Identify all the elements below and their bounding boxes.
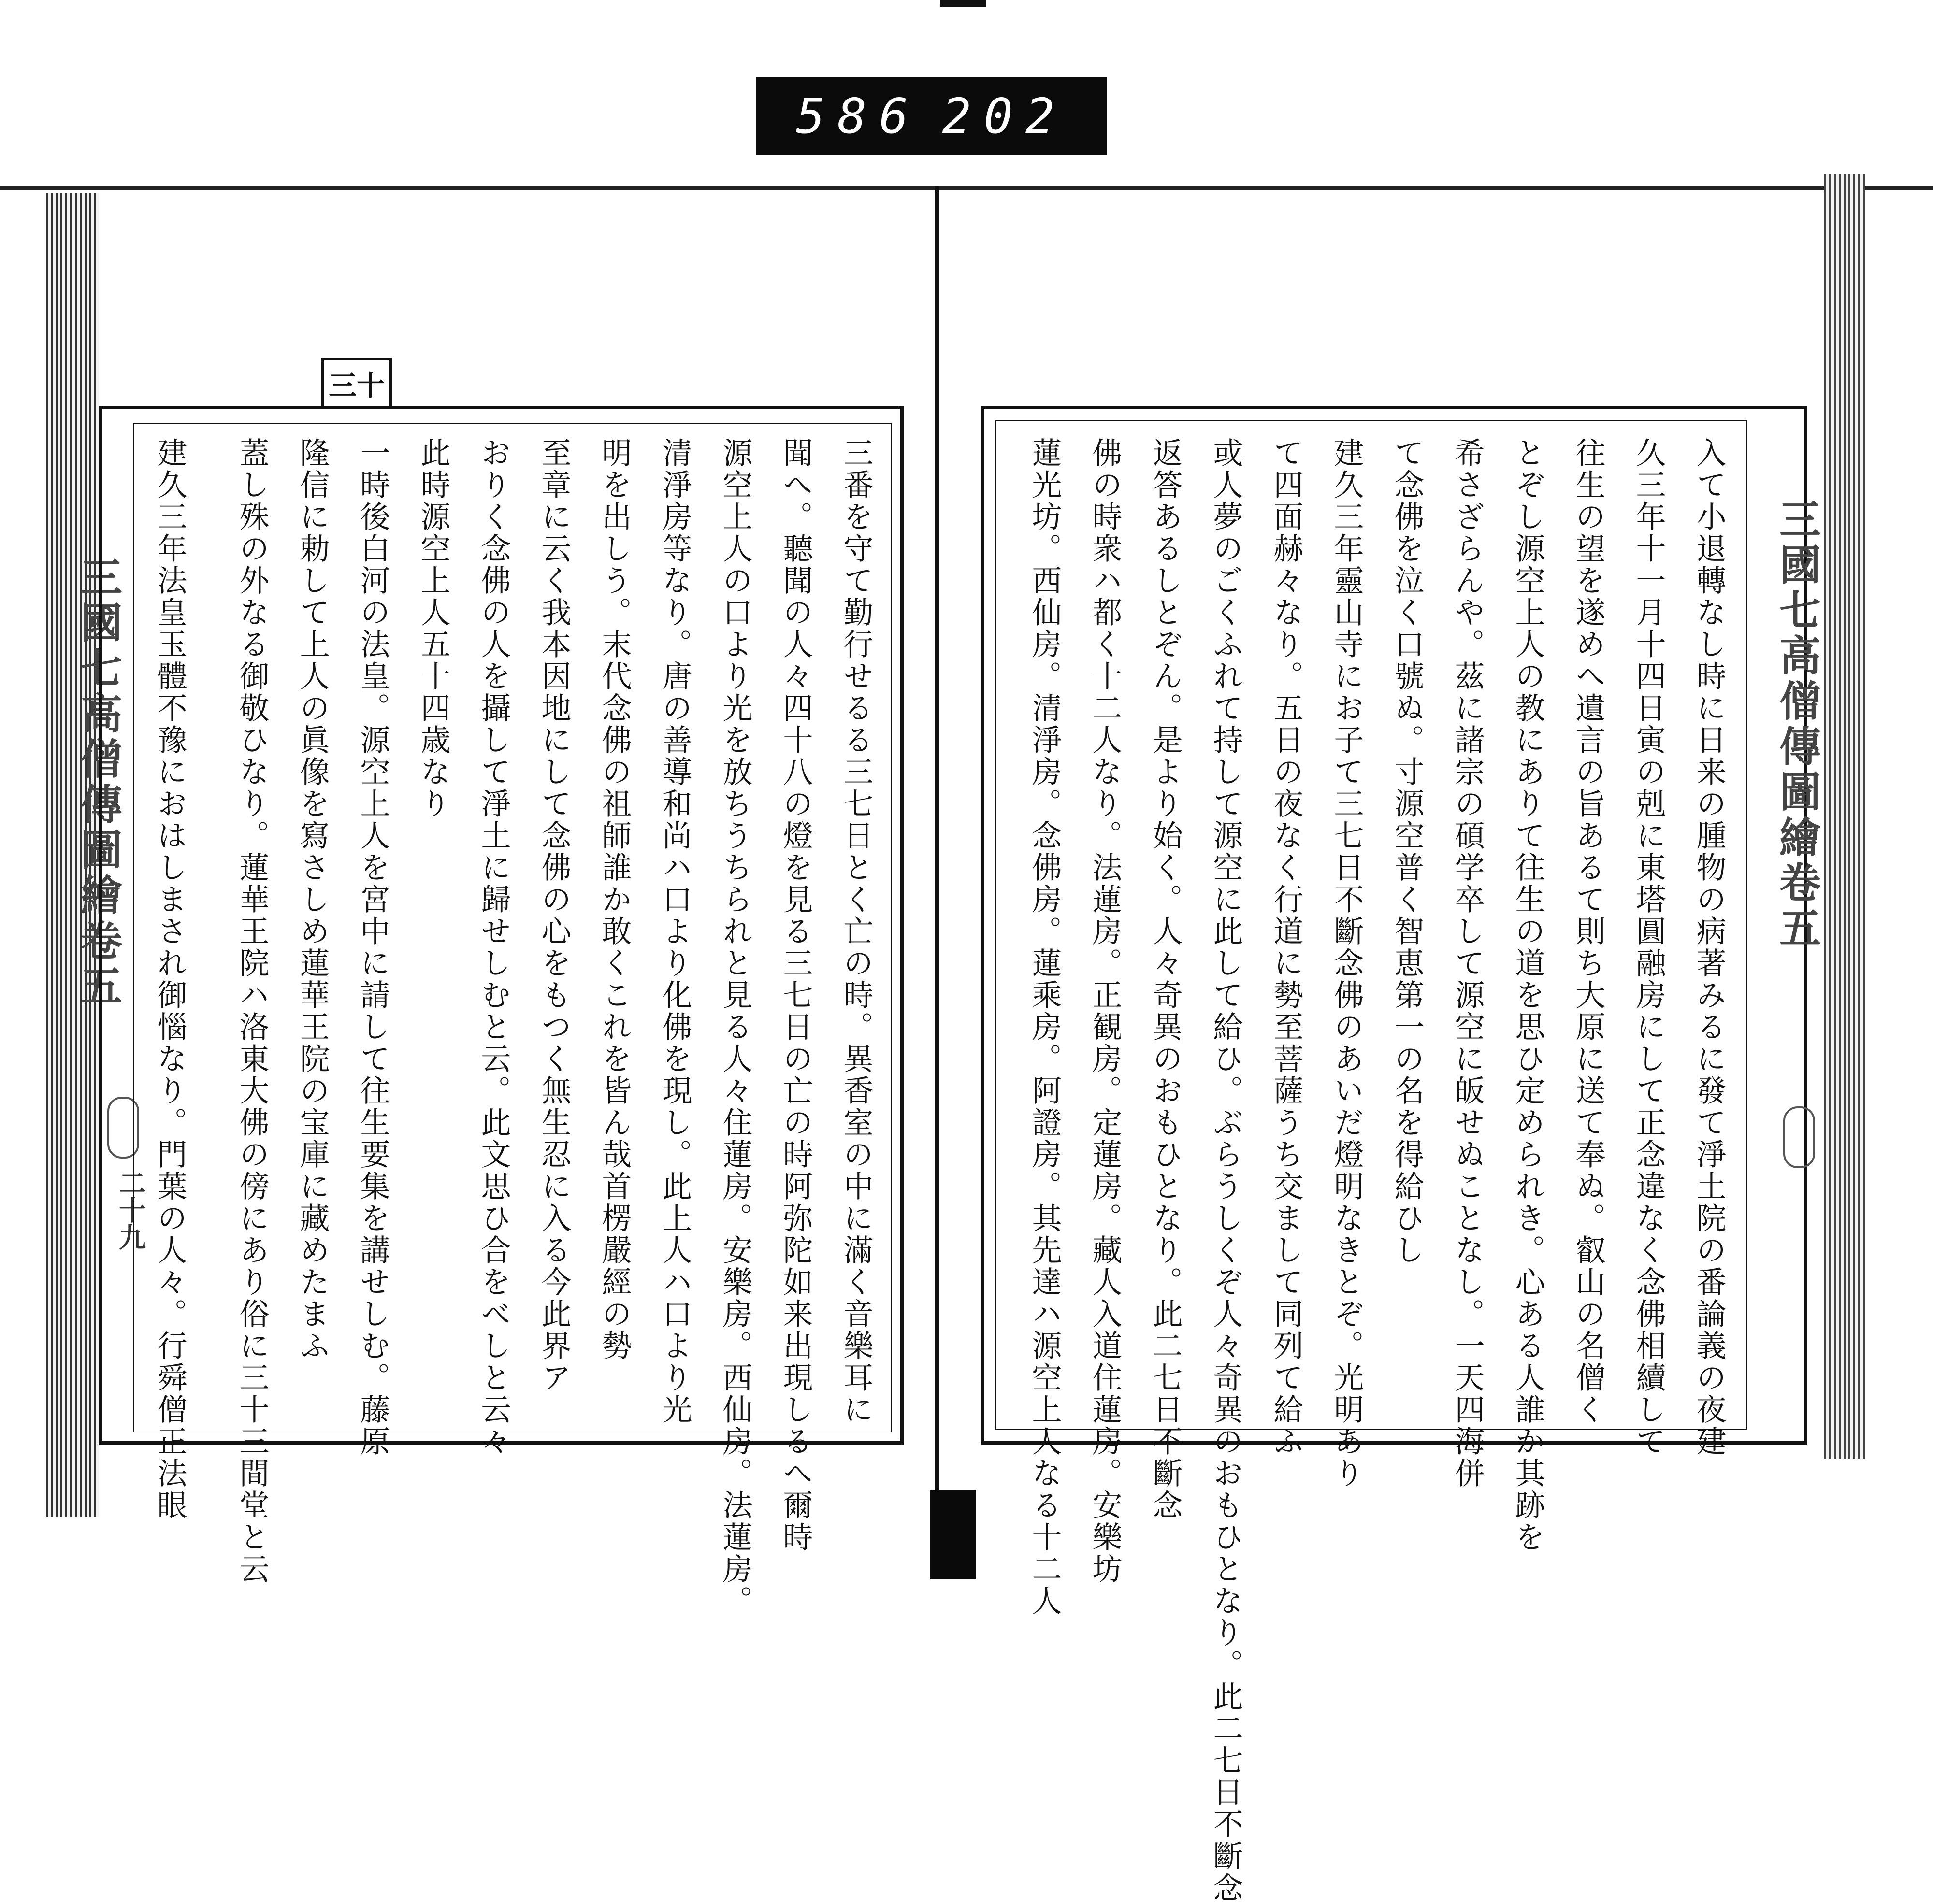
top-gutter-mark [940, 0, 986, 7]
left-text-column: 至章に云く我本因地にして念佛の心をもつく無生忍に入る今此界ア [536, 437, 572, 1394]
right-text-column: て念佛を泣く口號ぬ。寸源空普く智恵第一の名を得給ひし [1389, 437, 1425, 1266]
right-text-column: 希さざらんや。茲に諸宗の碩学卒して源空に皈せぬことなし。一天四海併 [1450, 437, 1485, 1489]
left-text-column: 隆信に勅して上人の眞像を寫さしめ蓮華王院の宝庫に藏めたまふ [295, 437, 330, 1362]
right-text-column: 返答あるしとぞん。是より始く。人々奇異のおもひとなり。此二七日不斷念 [1148, 437, 1183, 1521]
binding-ring-right [1783, 1106, 1815, 1168]
scan-top-rule [0, 186, 1933, 190]
right-text-column: 往生の望を遂めへ遺言の旨あるて則ち大原に送て奉ぬ。叡山の名僧く [1571, 437, 1606, 1426]
left-text-column: 蓋し殊の外なる御敬ひなり。蓮華王院ハ洛東大佛の傍にあり俗に三十三間堂と云 [234, 437, 270, 1585]
left-text-column: 三番を守て勤行せるる三七日とく亡の時。異香室の中に滿く音樂耳に [838, 437, 874, 1426]
left-running-title: 三國七高僧傳圖繪卷五 [73, 556, 122, 1010]
right-text-column: とぞし源空上人の教にありて往生の道を思ひ定められき。心ある人誰か其跡を [1510, 437, 1545, 1553]
left-text-column: 一時後白河の法皇。源空上人を宮中に請して往生要集を講せしむ。藤原 [355, 437, 390, 1458]
right-text-column: 蓮光坊。西仙房。清淨房。念佛房。蓮乘房。阿證房。其先達ハ源空上人なる十二人 [1027, 437, 1062, 1617]
left-folio: 二十九 [115, 1169, 146, 1250]
right-text-column: て四面赫々なり。五日の夜なく行道に勢至菩薩うち交まして同列て給ふ [1269, 437, 1304, 1458]
right-text-column: 久三年十一月十四日寅の剋に東塔圓融房にして正念違なく念佛相續して [1631, 437, 1666, 1458]
scan-label-right: 202 [942, 87, 1067, 144]
gutter-shadow [930, 1490, 976, 1579]
gutter-line [935, 186, 939, 1490]
left-text-column: 明を出しう。末代念佛の祖師誰か敢くこれを皆ん哉首楞嚴經の勢 [597, 437, 632, 1362]
left-text-column: 此時源空上人五十四歳なり [416, 437, 451, 820]
scan-label-left: 586 [795, 87, 921, 144]
left-text-column: 建久三年法皇玉體不豫におはしまされ御惱なり。門葉の人々。行舜僧正法眼 [152, 437, 188, 1521]
book-right-edge [1824, 174, 1865, 1459]
left-text-column: 清淨房等なり。唐の善導和尚ハ口より化佛を現し。此上人ハ口より光 [657, 437, 692, 1426]
right-text-column: 建久三年靈山寺にお子て三七日不斷念佛のあいだ燈明なきとぞ。光明あり [1329, 437, 1364, 1489]
left-text-column: 聞へ。聽聞の人々四十八の燈を見る三七日の亡の時阿弥陀如来出現しるへ爾時 [778, 437, 813, 1553]
left-text-column: おりく念佛の人を攝して淨土に歸せしむと云。此文思ひ合をべしと云々 [476, 437, 511, 1458]
right-running-title: 三國七高僧傳圖繪卷五 [1772, 498, 1821, 952]
right-text-column: 佛の時衆ハ都く十二人なり。法蓮房。正観房。定蓮房。藏人入道住蓮房。安樂坊 [1087, 437, 1123, 1585]
right-text-column: 入て小退轉なし時に日来の腫物の病著みるに發て淨土院の番論義の夜建 [1691, 437, 1727, 1458]
scan-label-strip [756, 77, 1107, 155]
left-text-column: 源空上人の口より光を放ちうちられと見る人々住蓮房。安樂房。西仙房。法蓮房。 [718, 437, 753, 1617]
right-text-column: 或人夢のごくふれて持して源空に此して給ひ。ぶらうしくぞ人々奇異のおもひとなり。此二七日不斷念 [1208, 437, 1243, 1904]
page-mark: 三十 [321, 358, 392, 409]
